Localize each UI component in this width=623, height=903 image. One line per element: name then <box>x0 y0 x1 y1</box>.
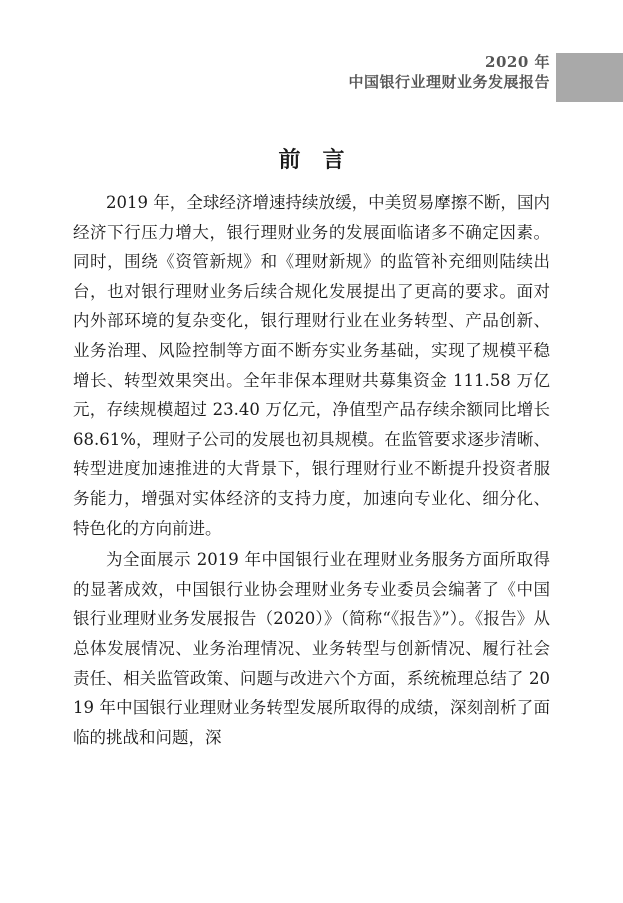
header-year: 2020 年 <box>485 53 550 71</box>
running-header <box>348 52 550 92</box>
page-title: 前言 <box>278 147 367 173</box>
paragraph-1: 2019 年，全球经济增速持续放缓，中美贸易摩擦不断，国内经济下行压力增大，银行理财业务的发展面临诸多不确定因素。同时，围绕《资管新规》和《理财新规》的监管补充细则陆续出台，也对银行理财业务后续合规化发展提出了更高的要求。面对内外部环境的复杂变化，银行理财行业在业务转型、产品创新、业务治理、风险控制等方面不断夯实业务基础，实现了规模平稳增长、转型效果突出。全年非保本理财共募集资金 111.58 万亿元，存续规模超过 23.40 万亿元，净值型产品存续余额同比增长 68.61%，理财子公司的发展也初具规模。在监管要求逐步清晰、转型进度加速推进的大背景下，银行理财行业不断提升投资者服务能力，增强对实体经济的支持力度，加速向专业化、细分化、特色化的方向前进。 <box>73 193 550 538</box>
paragraph-2: 为全面展示 2019 年中国银行业在理财业务服务方面所取得的显著成效，中国银行业协会理财业务专业委员会编著了《中国银行业理财业务发展报告（2020）》（简称“《报告》”）。《报告》从总体发展情况、业务治理情况、业务转型与创新情况、履行社会责任、相关监管政策、问题与改进六个方面，系统梳理总结了 2019 年中国银行业理财业务转型发展所取得的成绩，深刻剖析了面临的挑战和问题，深 <box>73 550 550 747</box>
header-book-title: 中国银行业理财业务发展报告 <box>348 73 550 91</box>
body-text <box>73 188 550 752</box>
chapter-tab-marker <box>556 53 623 102</box>
